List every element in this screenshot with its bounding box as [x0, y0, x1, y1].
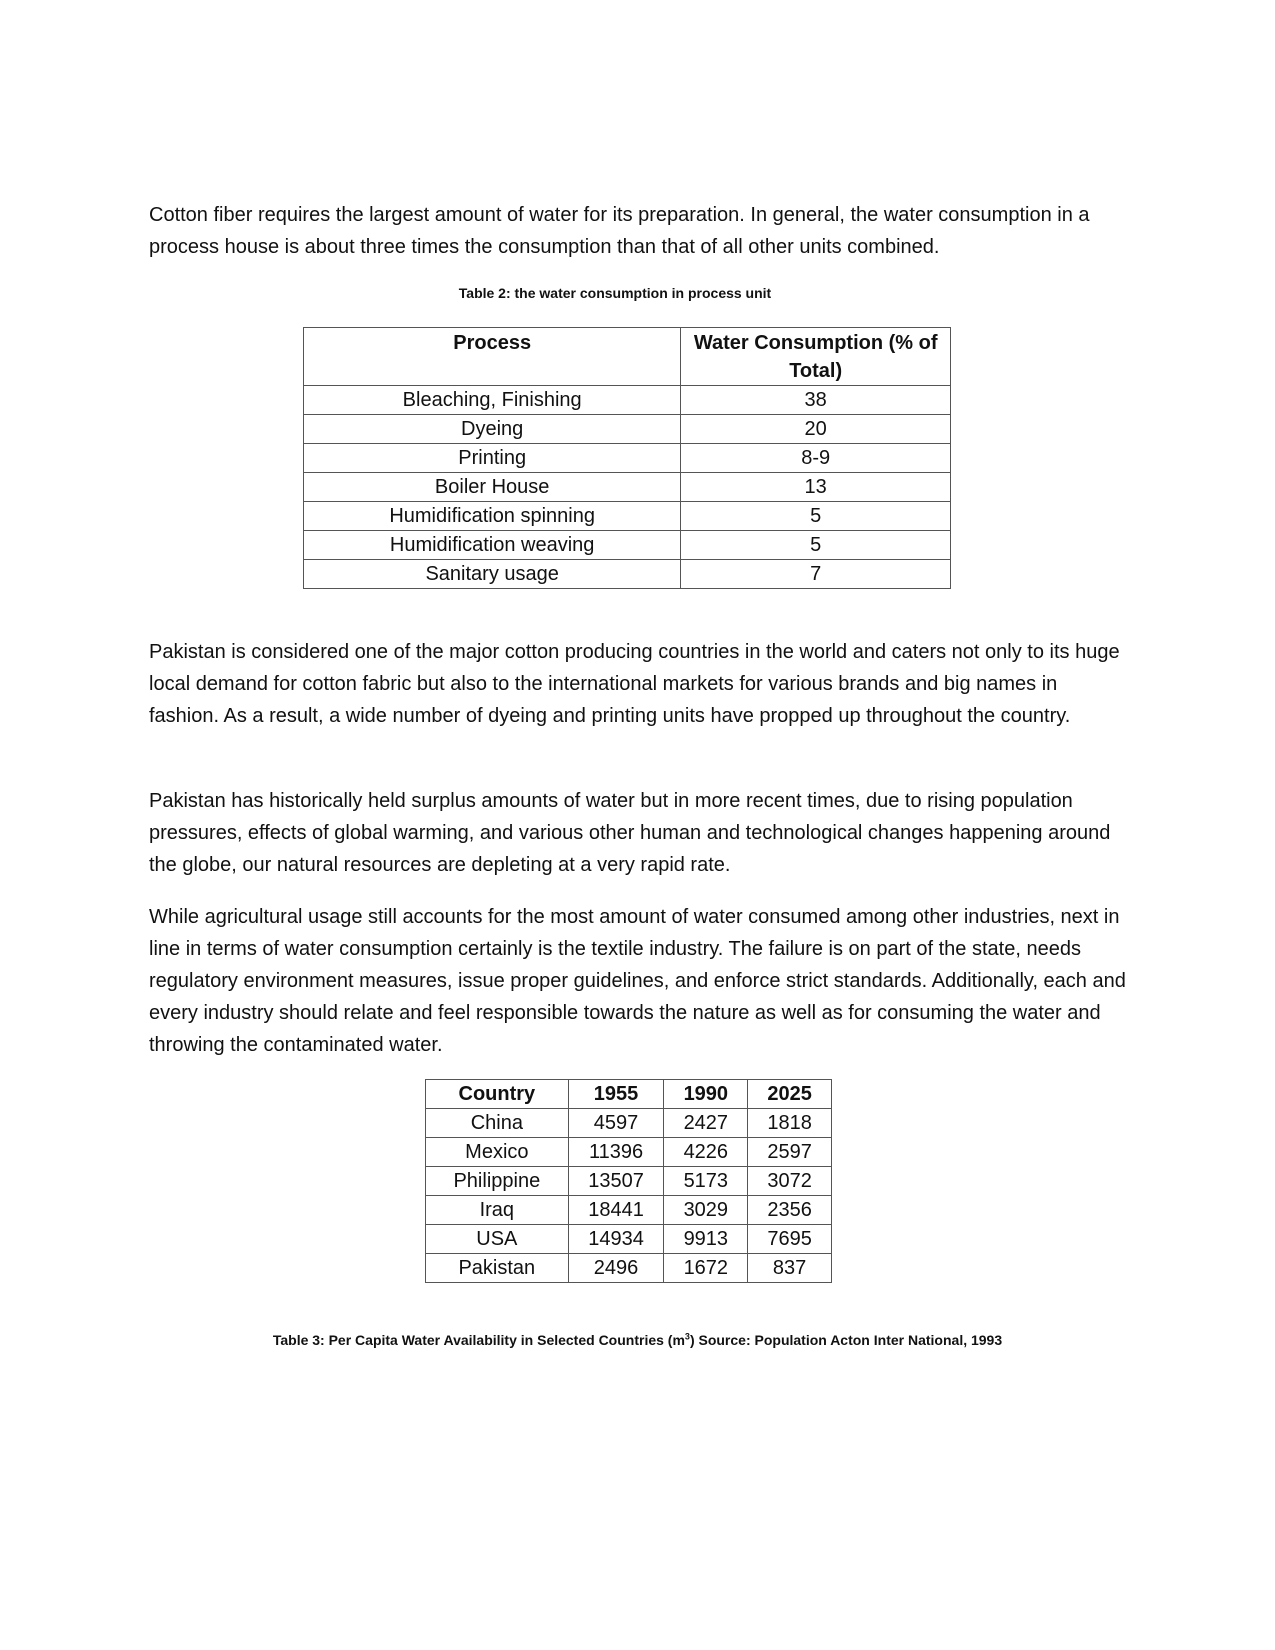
consumption-cell: 13 — [681, 473, 951, 502]
value-cell: 5173 — [664, 1167, 748, 1196]
table-3-caption-text: Table 3: Per Capita Water Availability in Selected Countries (m — [272, 1332, 685, 1348]
column-header-process: Process — [304, 328, 681, 386]
table-row — [304, 415, 951, 444]
table-header-row — [304, 328, 951, 386]
table-3-caption-superscript: 3 — [684, 1331, 690, 1342]
column-header-country: Country — [426, 1080, 569, 1109]
country-cell: Mexico — [426, 1138, 569, 1167]
process-cell: Printing — [304, 444, 681, 473]
value-cell: 4226 — [664, 1138, 748, 1167]
value-cell: 837 — [748, 1254, 832, 1283]
table-row — [426, 1196, 832, 1225]
table-row — [304, 444, 951, 473]
value-cell: 1672 — [664, 1254, 748, 1283]
table-row — [426, 1254, 832, 1283]
table-row — [304, 502, 951, 531]
consumption-cell: 7 — [681, 560, 951, 589]
value-cell: 2427 — [664, 1109, 748, 1138]
value-cell: 11396 — [568, 1138, 664, 1167]
paragraph-cotton-fiber: Cotton fiber requires the largest amount of water for its preparation. In general, the water consumption in a process house is about three times the consumption than that of all other units combined. — [149, 204, 1090, 258]
table-3-caption — [200, 1331, 1075, 1349]
paragraph-pakistan-cotton: Pakistan is considered one of the major cotton producing countries in the world and caters not only to its huge local demand for cotton fabric but also to the international markets for various brands and big names in fashion. As a result, a wide number of dyeing and printing units have propped up throughout the country. — [149, 641, 1120, 727]
process-cell: Boiler House — [304, 473, 681, 502]
value-cell: 13507 — [568, 1167, 664, 1196]
consumption-cell: 38 — [681, 386, 951, 415]
process-cell: Dyeing — [304, 415, 681, 444]
value-cell: 7695 — [748, 1225, 832, 1254]
column-header-1990: 1990 — [664, 1080, 748, 1109]
table-row — [426, 1138, 832, 1167]
table-row — [426, 1109, 832, 1138]
country-cell: Pakistan — [426, 1254, 569, 1283]
table-2-caption: Table 2: the water consumption in process unit — [458, 285, 772, 301]
column-header-2025: 2025 — [748, 1080, 832, 1109]
consumption-cell: 8-9 — [681, 444, 951, 473]
table-row — [304, 473, 951, 502]
value-cell: 18441 — [568, 1196, 664, 1225]
paragraph-pakistan-water: Pakistan has historically held surplus amounts of water but in more recent times, due to rising population pressures, effects of global warming, and various other human and technological changes happening around the globe, our natural resources are depleting at a very rapid rate. — [149, 790, 1111, 876]
table-row — [304, 560, 951, 589]
process-cell: Sanitary usage — [304, 560, 681, 589]
value-cell: 1818 — [748, 1109, 832, 1138]
value-cell: 2496 — [568, 1254, 664, 1283]
column-header-water-consumption: Water Consumption (% of Total) — [681, 328, 951, 386]
process-cell: Bleaching, Finishing — [304, 386, 681, 415]
water-consumption-table — [303, 327, 951, 589]
process-cell: Humidification spinning — [304, 502, 681, 531]
value-cell: 3072 — [748, 1167, 832, 1196]
consumption-cell: 20 — [681, 415, 951, 444]
value-cell: 4597 — [568, 1109, 664, 1138]
country-cell: Iraq — [426, 1196, 569, 1225]
per-capita-water-table — [425, 1079, 832, 1283]
country-cell: USA — [426, 1225, 569, 1254]
table-row — [304, 531, 951, 560]
value-cell: 14934 — [568, 1225, 664, 1254]
paragraph-agricultural-usage: While agricultural usage still accounts for the most amount of water consumed among other industries, next in line in terms of water consumption certainly is the textile industry. The failure is on part of the state, needs regulatory environment measures, issue proper guidelines, and enforce strict standards. Additionally, each and every industry should relate and feel responsible towards the nature as well as for consuming the water and throwing the contaminated water. — [149, 906, 1126, 1056]
country-cell: Philippine — [426, 1167, 569, 1196]
process-cell: Humidification weaving — [304, 531, 681, 560]
value-cell: 3029 — [664, 1196, 748, 1225]
table-header-row — [426, 1080, 832, 1109]
value-cell: 2597 — [748, 1138, 832, 1167]
value-cell: 9913 — [664, 1225, 748, 1254]
consumption-cell: 5 — [681, 502, 951, 531]
table-row — [426, 1225, 832, 1254]
consumption-cell: 5 — [681, 531, 951, 560]
table-row — [426, 1167, 832, 1196]
column-header-1955: 1955 — [568, 1080, 664, 1109]
table-3-caption-source: ) Source: Population Acton Inter National, 1993 — [689, 1332, 1003, 1348]
value-cell: 2356 — [748, 1196, 832, 1225]
country-cell: China — [426, 1109, 569, 1138]
table-row — [304, 386, 951, 415]
